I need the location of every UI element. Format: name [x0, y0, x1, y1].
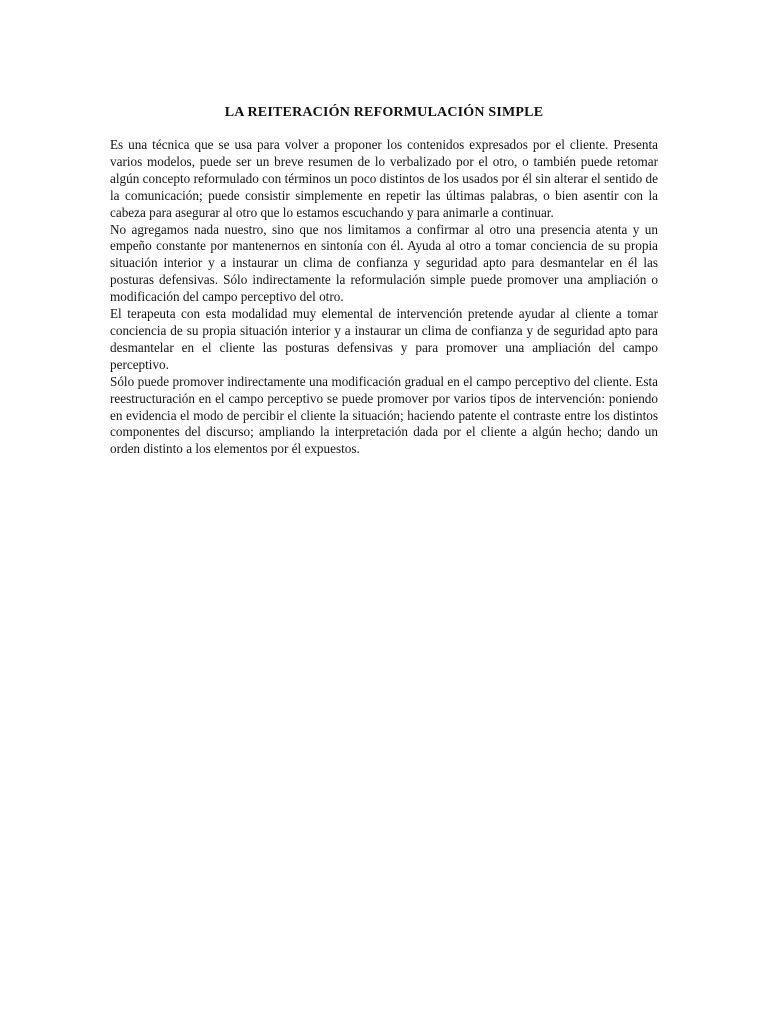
paragraph-1: Es una técnica que se usa para volver a proponer los contenidos expresados por el cliente. Presenta varios modelos, puede ser un breve resumen de lo verbalizado por el otro, o también puede retomar algún concepto reformulado con términos un poco distintos de los usados por él sin alterar el sentido de la comunicación; puede consistir simplemente en repetir las últimas palabras, o bien asentir con la cabeza para asegurar al otro que lo estamos escuchando y para animarle a continuar. — [110, 137, 658, 220]
paragraph-4: Sólo puede promover indirectamente una modificación gradual en el campo perceptivo del cliente. Esta reestructuración en el campo perceptivo se puede promover por varios tipos de intervención: poniendo en evidencia el modo de percibir el cliente la situación; haciendo patente el contraste entre los distintos componentes del discurso; ampliando la interpretación dada por el cliente a algún hecho; dando un orden distinto a los elementos por él expuestos. — [110, 373, 658, 457]
paragraph-3: El terapeuta con esta modalidad muy elemental de intervención pretende ayudar al cliente a tomar conciencia de su propia situación interior y a instaurar un clima de confianza y de seguridad apto para desmantelar en el cliente las posturas defensivas y para promover una ampliación del campo perceptivo. — [110, 306, 658, 372]
document-body — [110, 137, 658, 458]
document-title: LA REITERACIÓN REFORMULACIÓN SIMPLE — [224, 105, 544, 120]
paragraph-2: No agregamos nada nuestro, sino que nos limitamos a confirmar al otro una presencia atenta y un empeño constante por mantenernos en sintonía con él. Ayuda al otro a tomar conciencia de su propia situación interior y a instaurar un clima de confianza y seguridad apto para desmantelar en él las posturas defensivas. Sólo indirectamente la reformulación simple puede promover una ampliación o modificación del campo perceptivo del otro. — [110, 221, 658, 305]
